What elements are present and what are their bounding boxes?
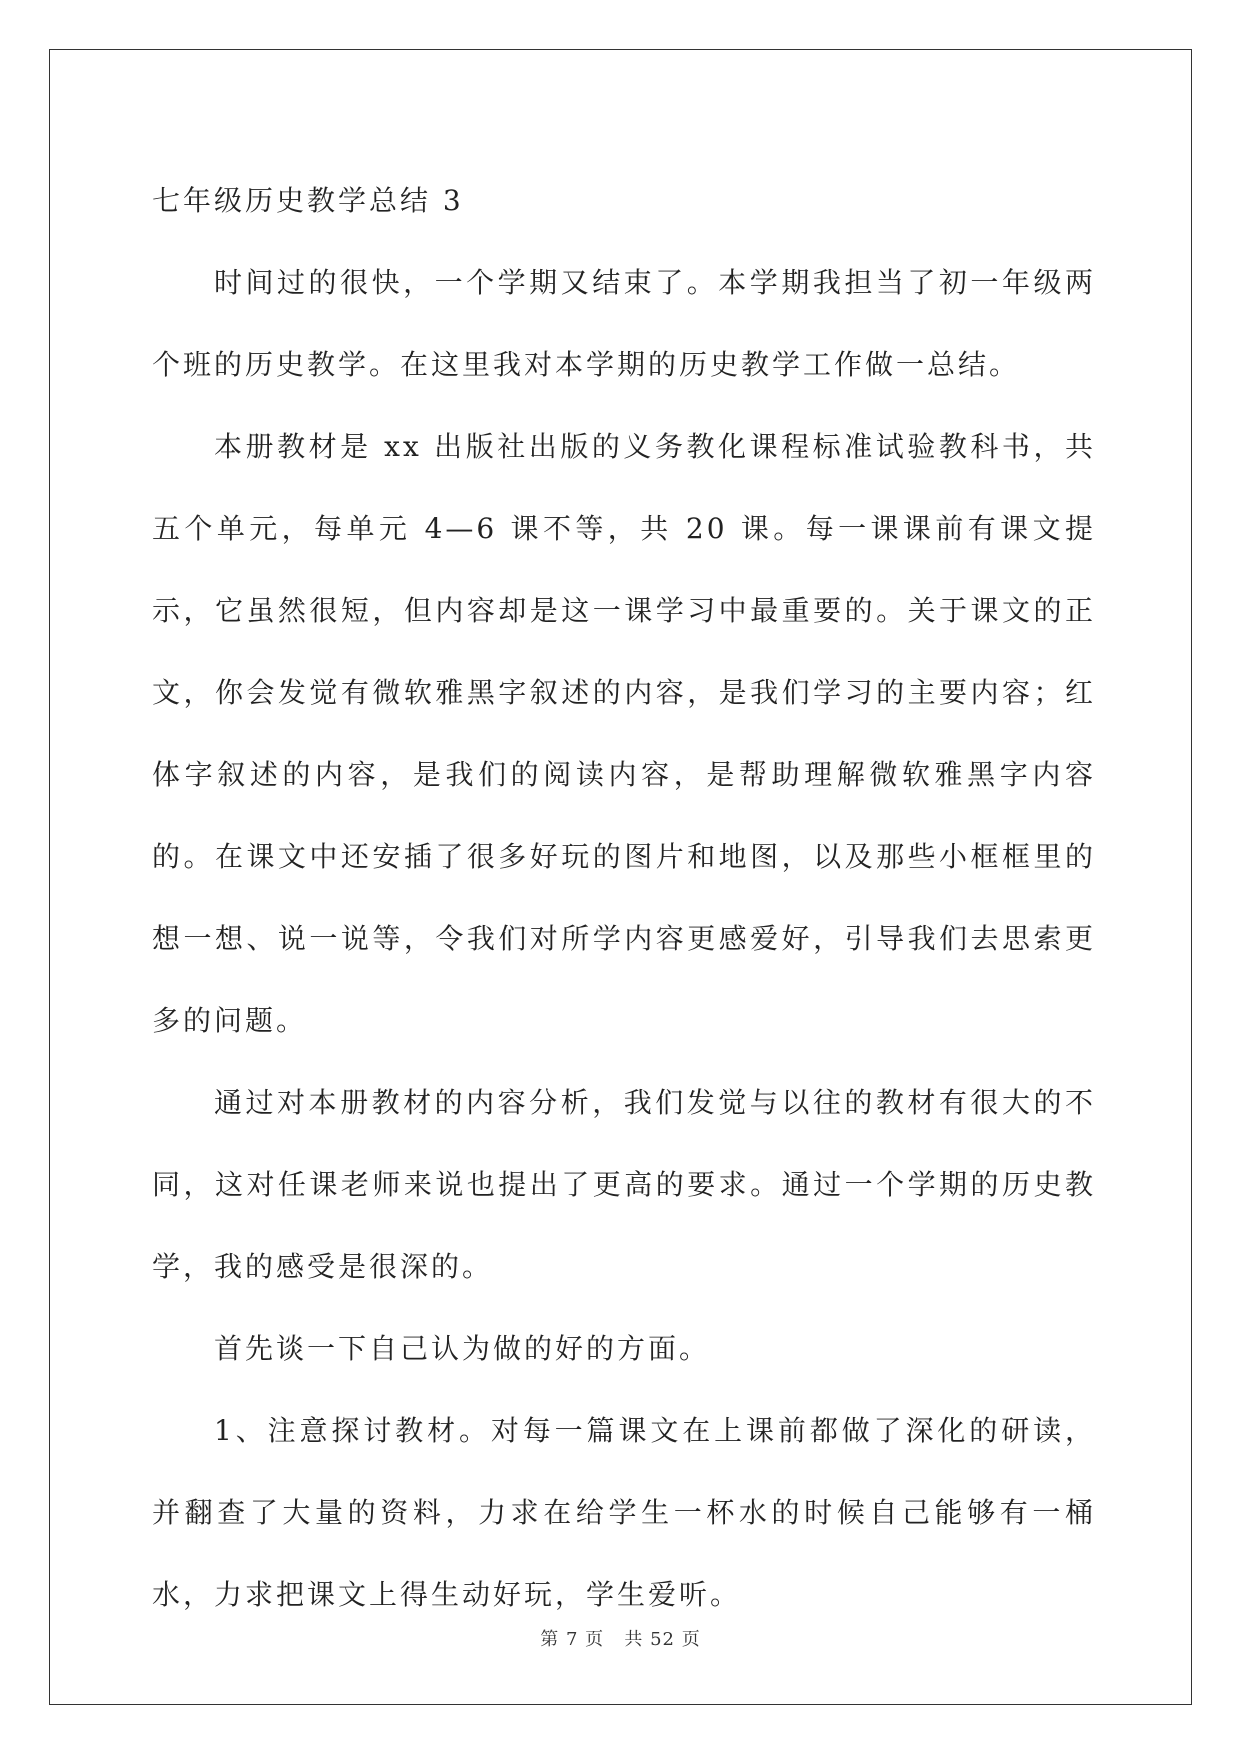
document-body [152,160,1096,1636]
paragraph-strengths-intro: 首先谈一下自己认为做的好的方面。 [214,1332,711,1365]
document-heading: 七年级历史教学总结 3 [152,184,464,217]
page-number: 第 7 页 [540,1629,605,1650]
paragraph-textbook: 本册教材是 xx 出版社出版的义务教化课程标准试验教科书，共五个单元，每单元 4—6 课不等，共 20 课。每一课课前有课文提示，它虽然很短，但内容却是这一课学习中最重要的。关于课文的正文，你会发觉有微软雅黑字叙述的内容，是我们学习的主要内容；红体字叙述的内容，是我们的阅读内容，是帮助理解微软雅黑字内容的。在课文中还安插了很多好玩的图片和地图，以及那些小框框里的想一想、说一说等，令我们对所学内容更感爱好，引导我们去思索更多的问题。 [152,430,1096,1037]
paragraph-point-1: 1、注意探讨教材。对每一篇课文在上课前都做了深化的研读，并翻查了大量的资料，力求在给学生一杯水的时候自己能够有一桶水，力求把课文上得生动好玩，学生爱听。 [152,1414,1096,1611]
page-total: 共 52 页 [624,1629,701,1650]
paragraph-intro: 时间过的很快，一个学期又结束了。本学期我担当了初一年级两个班的历史教学。在这里我对本学期的历史教学工作做一总结。 [152,266,1096,381]
paragraph-analysis: 通过对本册教材的内容分析，我们发觉与以往的教材有很大的不同，这对任课老师来说也提出了更高的要求。通过一个学期的历史教学，我的感受是很深的。 [152,1086,1096,1283]
page-footer [0,1625,1241,1651]
